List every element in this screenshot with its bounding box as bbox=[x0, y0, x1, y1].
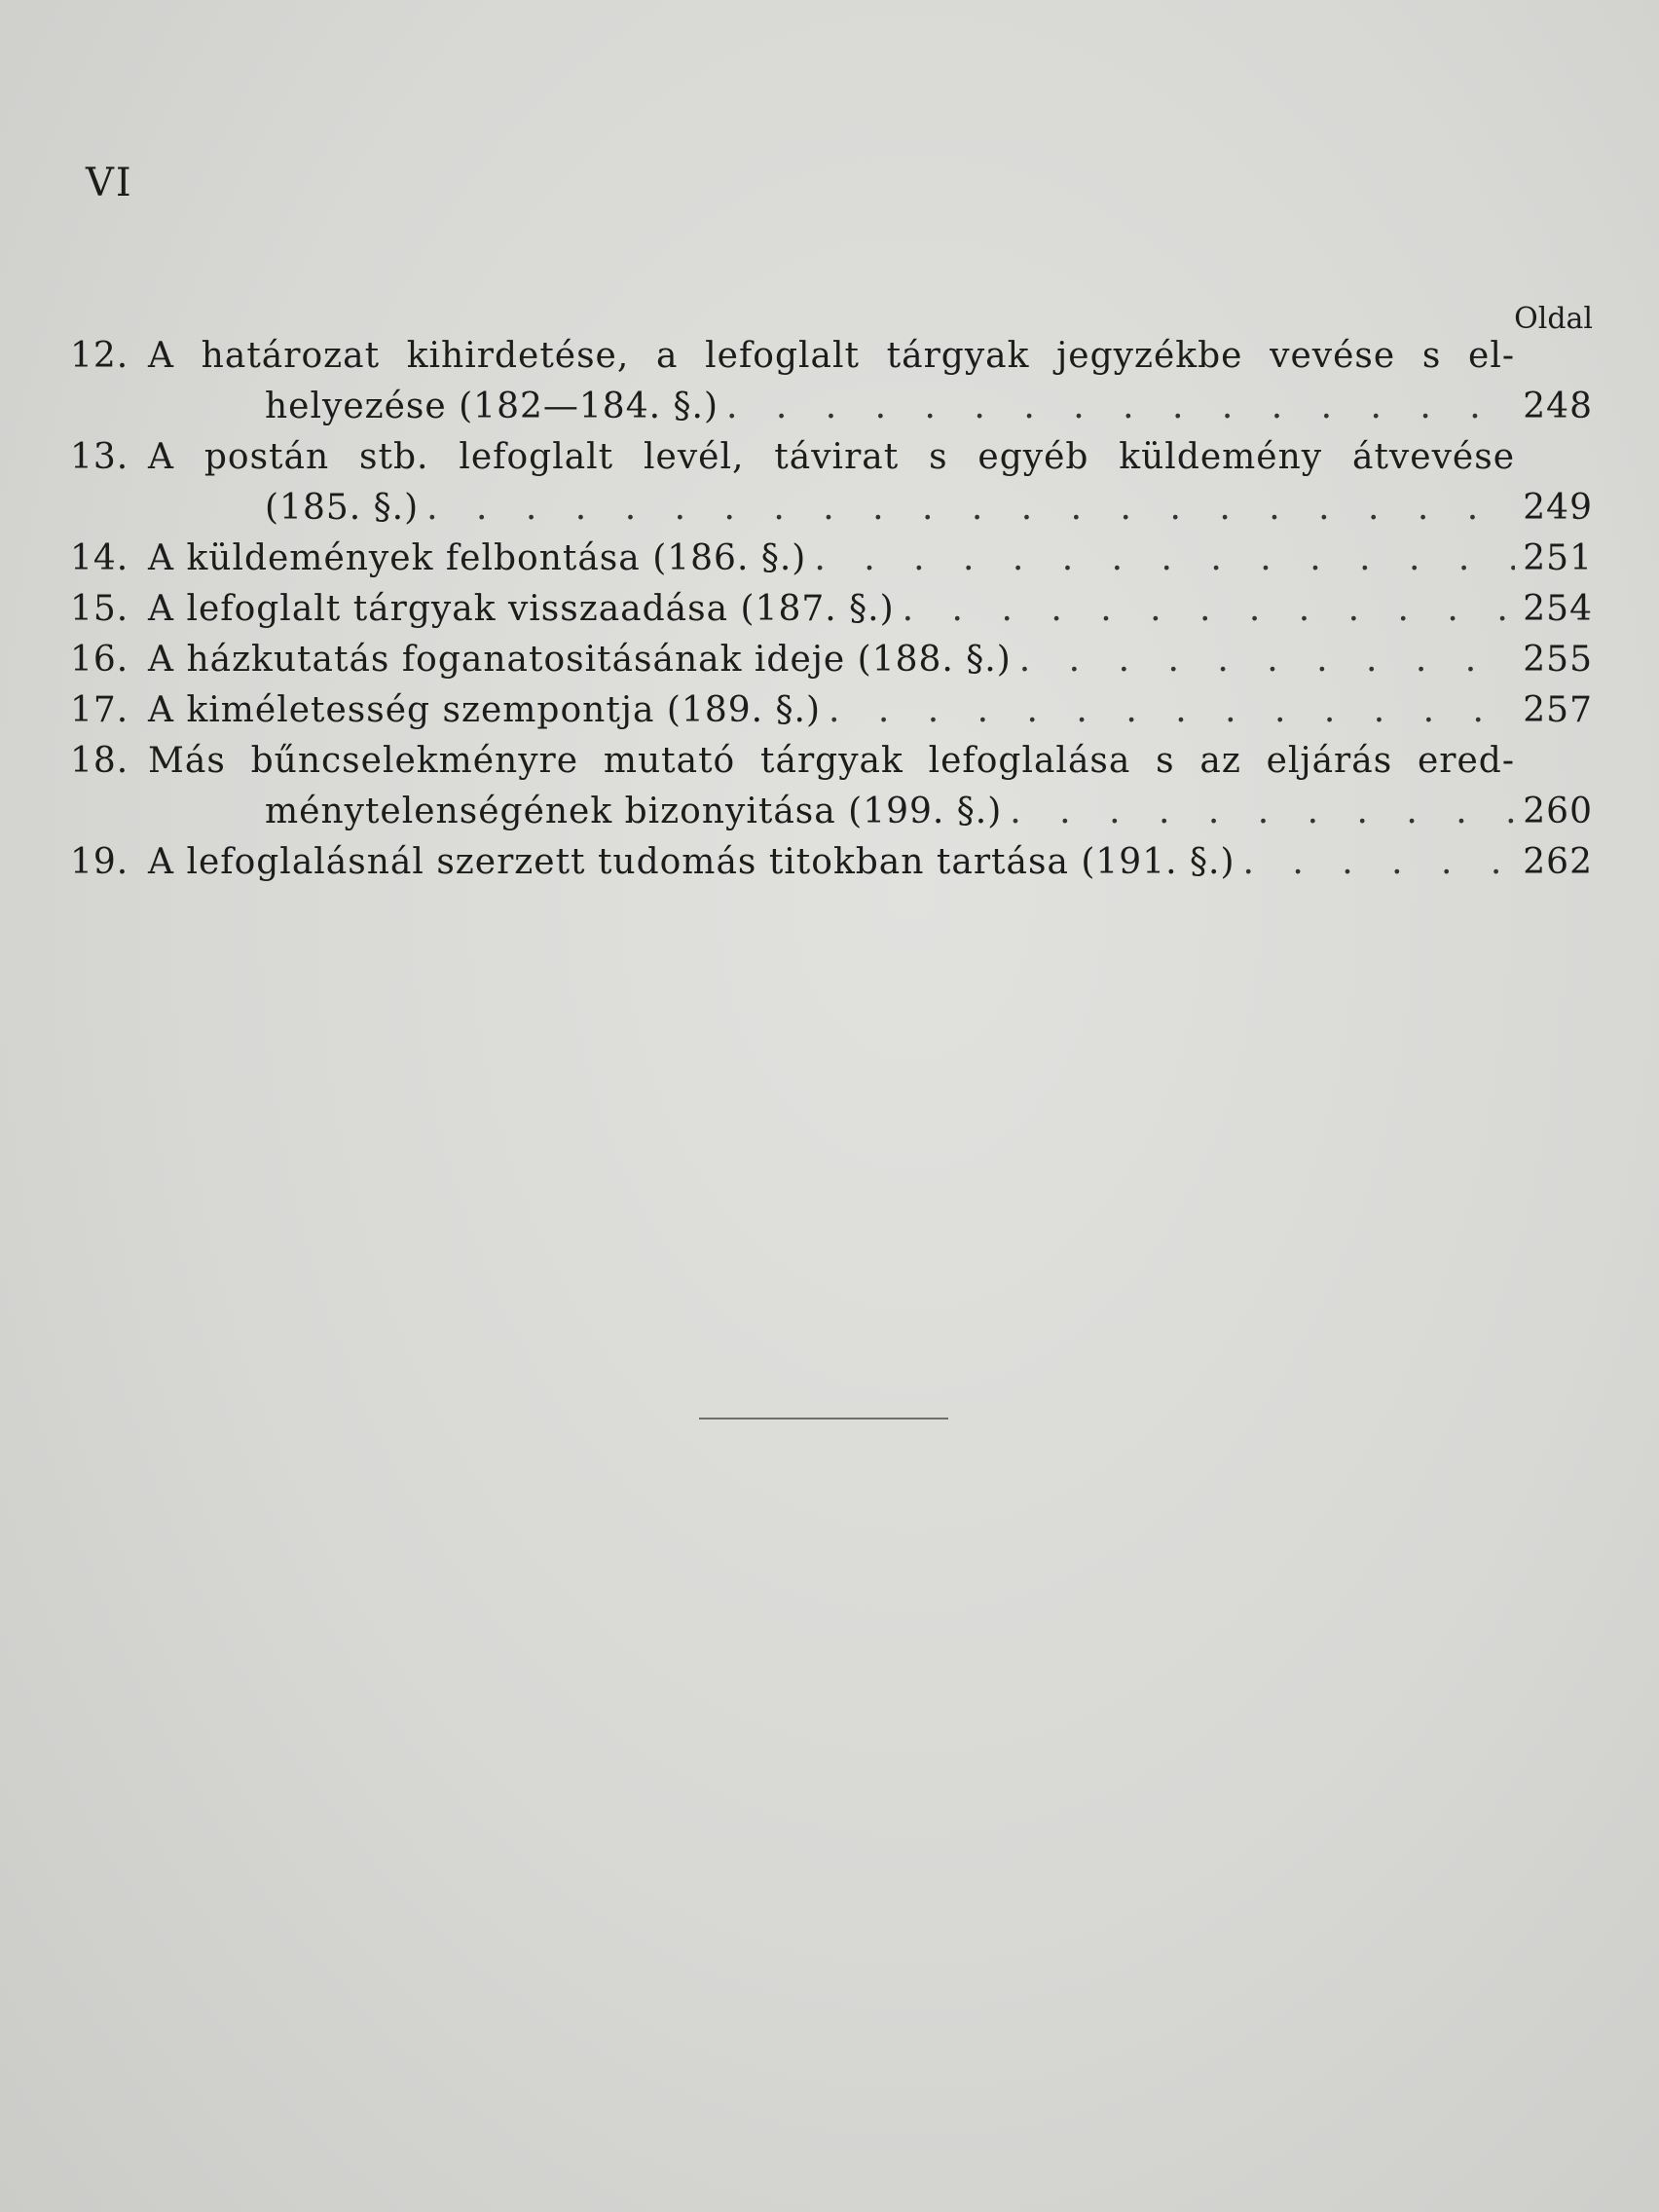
entry-page: 255 bbox=[1523, 640, 1593, 680]
entry-title: A lefoglalásnál szerzett tudomás titokban tartása (191. §.) bbox=[148, 842, 1235, 882]
entry-title: A határozat kihirdetése, a lefoglalt tárgyak jegyzékbe vevése s el- bbox=[148, 336, 1515, 376]
table-of-contents bbox=[70, 331, 1593, 888]
toc-entry bbox=[70, 534, 1593, 584]
toc-entry bbox=[70, 685, 1593, 736]
entry-title-continued: helyezése (182—184. §.) bbox=[265, 387, 719, 426]
toc-entry bbox=[70, 584, 1593, 635]
entry-page: 249 bbox=[1523, 488, 1593, 528]
section-divider bbox=[699, 1418, 948, 1419]
entry-page: 257 bbox=[1523, 690, 1593, 730]
toc-entry bbox=[70, 331, 1593, 432]
toc-entry bbox=[70, 432, 1593, 534]
page-number: VI bbox=[86, 161, 133, 205]
entry-number: 19. bbox=[70, 842, 129, 882]
leader-dots bbox=[1010, 787, 1515, 837]
leader-dots bbox=[903, 584, 1516, 635]
entry-title-continued: ménytelenségének bizonyitása (199. §.) bbox=[265, 792, 1003, 831]
leader-dots bbox=[814, 534, 1515, 584]
leader-dots bbox=[1242, 837, 1515, 888]
entry-page: 254 bbox=[1523, 589, 1593, 629]
leader-dots bbox=[829, 685, 1515, 736]
entry-page: 251 bbox=[1523, 538, 1593, 578]
entry-title-continued: (185. §.) bbox=[265, 488, 420, 528]
toc-entry bbox=[70, 837, 1593, 888]
entry-number: 17. bbox=[70, 690, 129, 730]
toc-entry bbox=[70, 736, 1593, 837]
entry-number: 16. bbox=[70, 640, 129, 680]
entry-title: A kiméletesség szempontja (189. §.) bbox=[148, 690, 821, 730]
leader-dots bbox=[1019, 635, 1515, 685]
entry-number: 13. bbox=[70, 437, 129, 477]
entry-number: 14. bbox=[70, 538, 129, 578]
entry-number: 12. bbox=[70, 336, 129, 376]
entry-title: A házkutatás foganatositásának ideje (188. §.) bbox=[148, 640, 1012, 680]
toc-entry bbox=[70, 635, 1593, 685]
entry-number: 15. bbox=[70, 589, 129, 629]
page-column-header: Oldal bbox=[1514, 302, 1593, 336]
entry-number: 18. bbox=[70, 741, 129, 781]
entry-page: 260 bbox=[1523, 792, 1593, 831]
entry-title: A postán stb. lefoglalt levél, távirat s egyéb küldemény átvevése bbox=[148, 437, 1515, 477]
entry-page: 248 bbox=[1523, 387, 1593, 426]
entry-title: Más bűncselekményre mutató tárgyak lefoglalása s az eljárás ered- bbox=[148, 741, 1515, 781]
entry-title: A lefoglalt tárgyak visszaadása (187. §.) bbox=[148, 589, 895, 629]
leader-dots bbox=[426, 483, 1515, 534]
entry-page: 262 bbox=[1523, 842, 1593, 882]
leader-dots bbox=[726, 382, 1515, 432]
entry-title: A küldemények felbontása (186. §.) bbox=[148, 538, 807, 578]
